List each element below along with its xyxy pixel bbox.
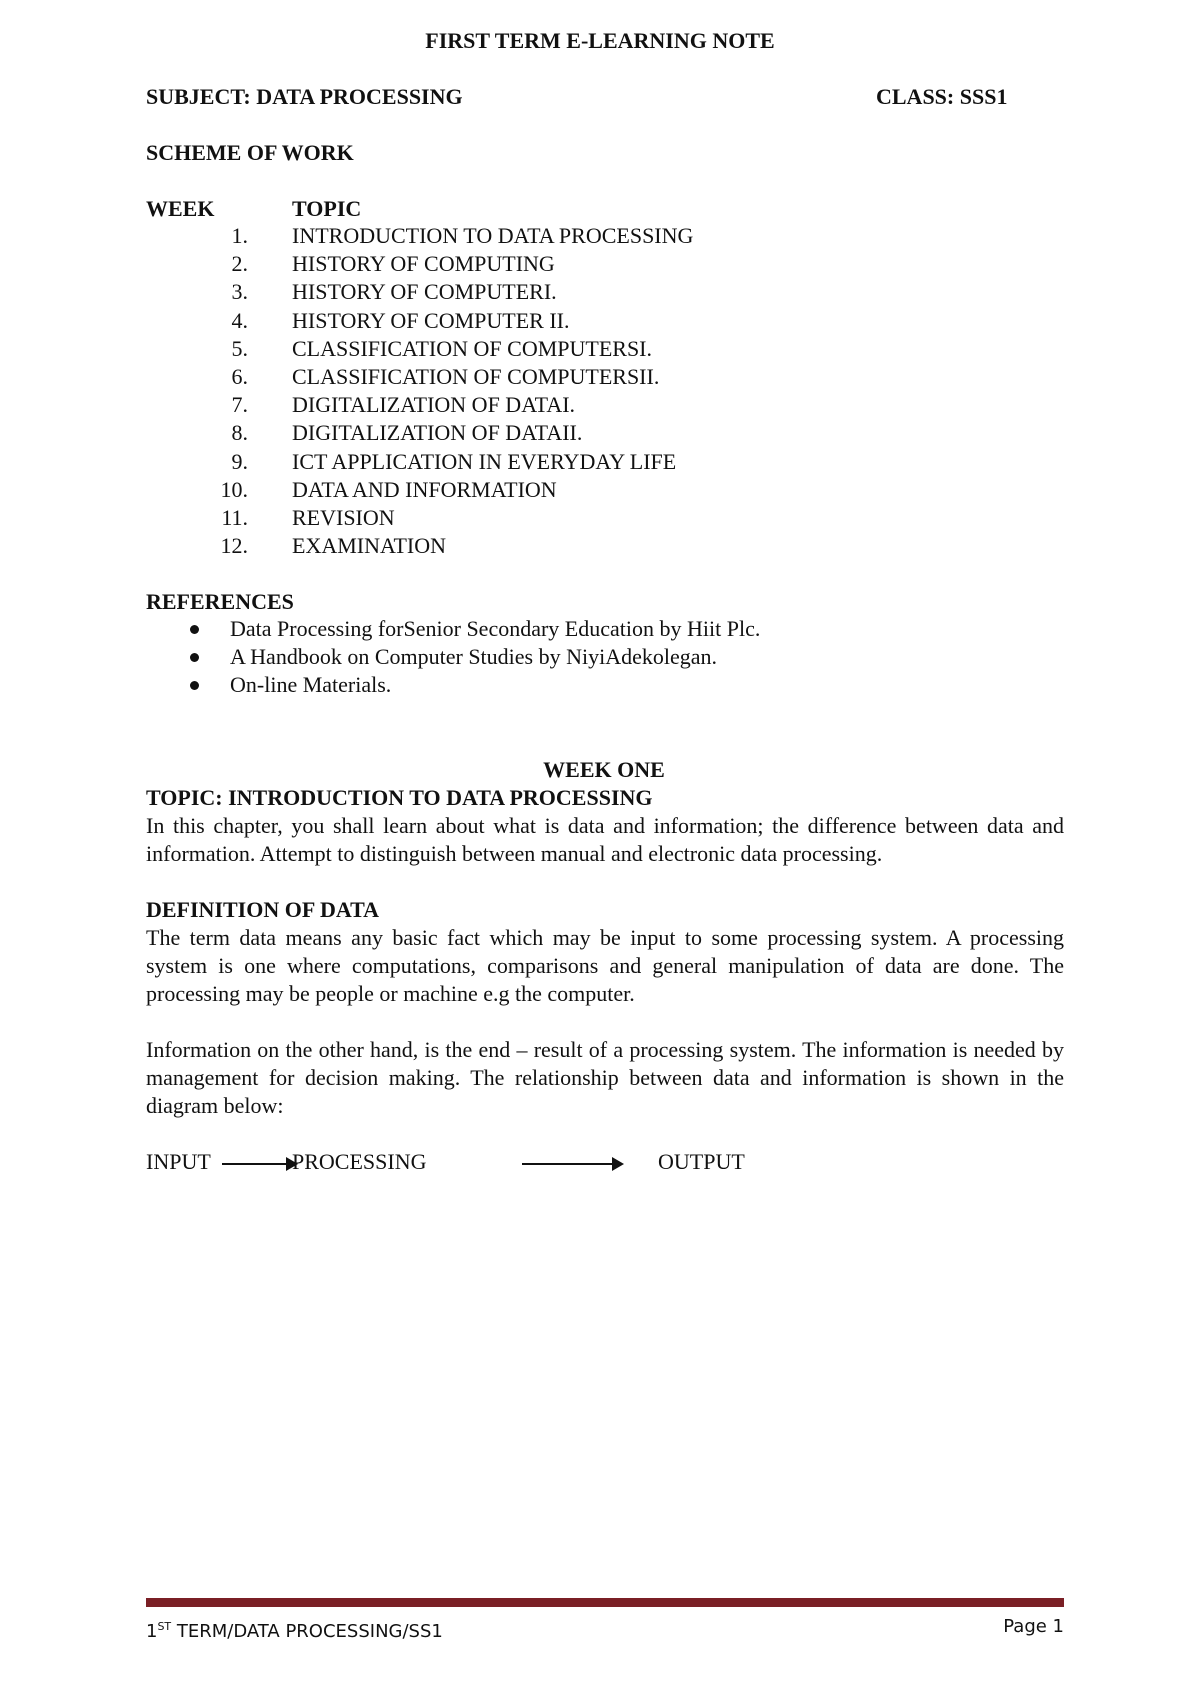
footer-term-text: TERM/DATA PROCESSING/SS1	[171, 1621, 443, 1642]
week-topic: REVISION	[292, 504, 395, 530]
diagram-processing-label: PROCESSING	[292, 1149, 427, 1174]
class-label: CLASS: SSS1	[876, 84, 1008, 109]
week-topic: INTRODUCTION TO DATA PROCESSING	[292, 223, 694, 248]
scheme-heading: SCHEME OF WORK	[146, 140, 354, 165]
week-one-heading: WEEK ONE	[543, 757, 665, 782]
week-topic: DATA AND INFORMATION	[292, 476, 557, 502]
footer-term-suffix: ST	[157, 1620, 172, 1633]
week-number: 10.	[220, 476, 248, 502]
week-topic: CLASSIFICATION OF COMPUTERSI.	[292, 335, 653, 361]
week-number: 6.	[231, 363, 248, 389]
week-number: 12.	[220, 533, 248, 559]
footer-term-label	[146, 1615, 443, 1644]
reference-text: Data Processing forSenior Secondary Education by Hiit Plc.	[230, 616, 761, 641]
week-topic: HISTORY OF COMPUTER II.	[292, 307, 570, 333]
definition-paragraph: The term data means any basic fact which may be input to some processing system. A processing system is one where computations, comparisons and general manipulation of data are done. The processing may be people or machine e.g the computer.	[146, 925, 1064, 1006]
week-one-topic: TOPIC: INTRODUCTION TO DATA PROCESSING	[146, 785, 653, 810]
week-topic: HISTORY OF COMPUTING	[292, 251, 555, 277]
week-topic: CLASSIFICATION OF COMPUTERSII.	[292, 363, 660, 389]
week-number: 7.	[231, 392, 248, 418]
week-topic: HISTORY OF COMPUTERI.	[292, 279, 557, 305]
subject-label: SUBJECT: DATA PROCESSING	[146, 84, 463, 109]
reference-text: A Handbook on Computer Studies by NiyiAdekolegan.	[230, 644, 718, 669]
week-topic: DIGITALIZATION OF DATAII.	[292, 420, 583, 446]
definition-heading: DEFINITION OF DATA	[146, 897, 380, 922]
intro-paragraph: In this chapter, you shall learn about what is data and information; the difference between data and information. Attempt to distinguish between manual and electronic data processing.	[146, 813, 1064, 866]
footer-term-number: 1	[146, 1621, 158, 1642]
week-column-header: WEEK	[146, 196, 215, 221]
arrow-right-icon	[222, 1163, 296, 1165]
week-number: 9.	[231, 448, 248, 474]
week-topic: DIGITALIZATION OF DATAI.	[292, 392, 576, 418]
topic-column-header: TOPIC	[292, 196, 362, 221]
bullet-icon	[190, 625, 199, 634]
week-number: 8.	[231, 420, 248, 446]
week-number: 5.	[231, 335, 248, 361]
week-number: 4.	[231, 307, 248, 333]
bullet-icon	[190, 653, 199, 662]
week-number: 2.	[231, 251, 248, 277]
document-title: FIRST TERM E-LEARNING NOTE	[425, 28, 775, 53]
week-number: 3.	[231, 279, 248, 305]
page-number: Page 1	[1003, 1616, 1064, 1637]
diagram-output-label: OUTPUT	[658, 1149, 745, 1174]
week-number: 11.	[221, 504, 248, 530]
week-topic: EXAMINATION	[292, 533, 446, 559]
references-heading: REFERENCES	[146, 589, 294, 614]
diagram-input-label: INPUT	[146, 1149, 211, 1174]
bullet-icon	[190, 681, 199, 690]
week-number: 1.	[231, 223, 248, 248]
week-topic: ICT APPLICATION IN EVERYDAY LIFE	[292, 448, 677, 474]
arrow-right-icon	[522, 1163, 622, 1165]
reference-text: On-line Materials.	[230, 672, 392, 697]
information-paragraph: Information on the other hand, is the end – result of a processing system. The information is needed by management for decision making. The relationship between data and information is shown in the diagram below:	[146, 1037, 1064, 1118]
footer-rule	[146, 1598, 1064, 1607]
